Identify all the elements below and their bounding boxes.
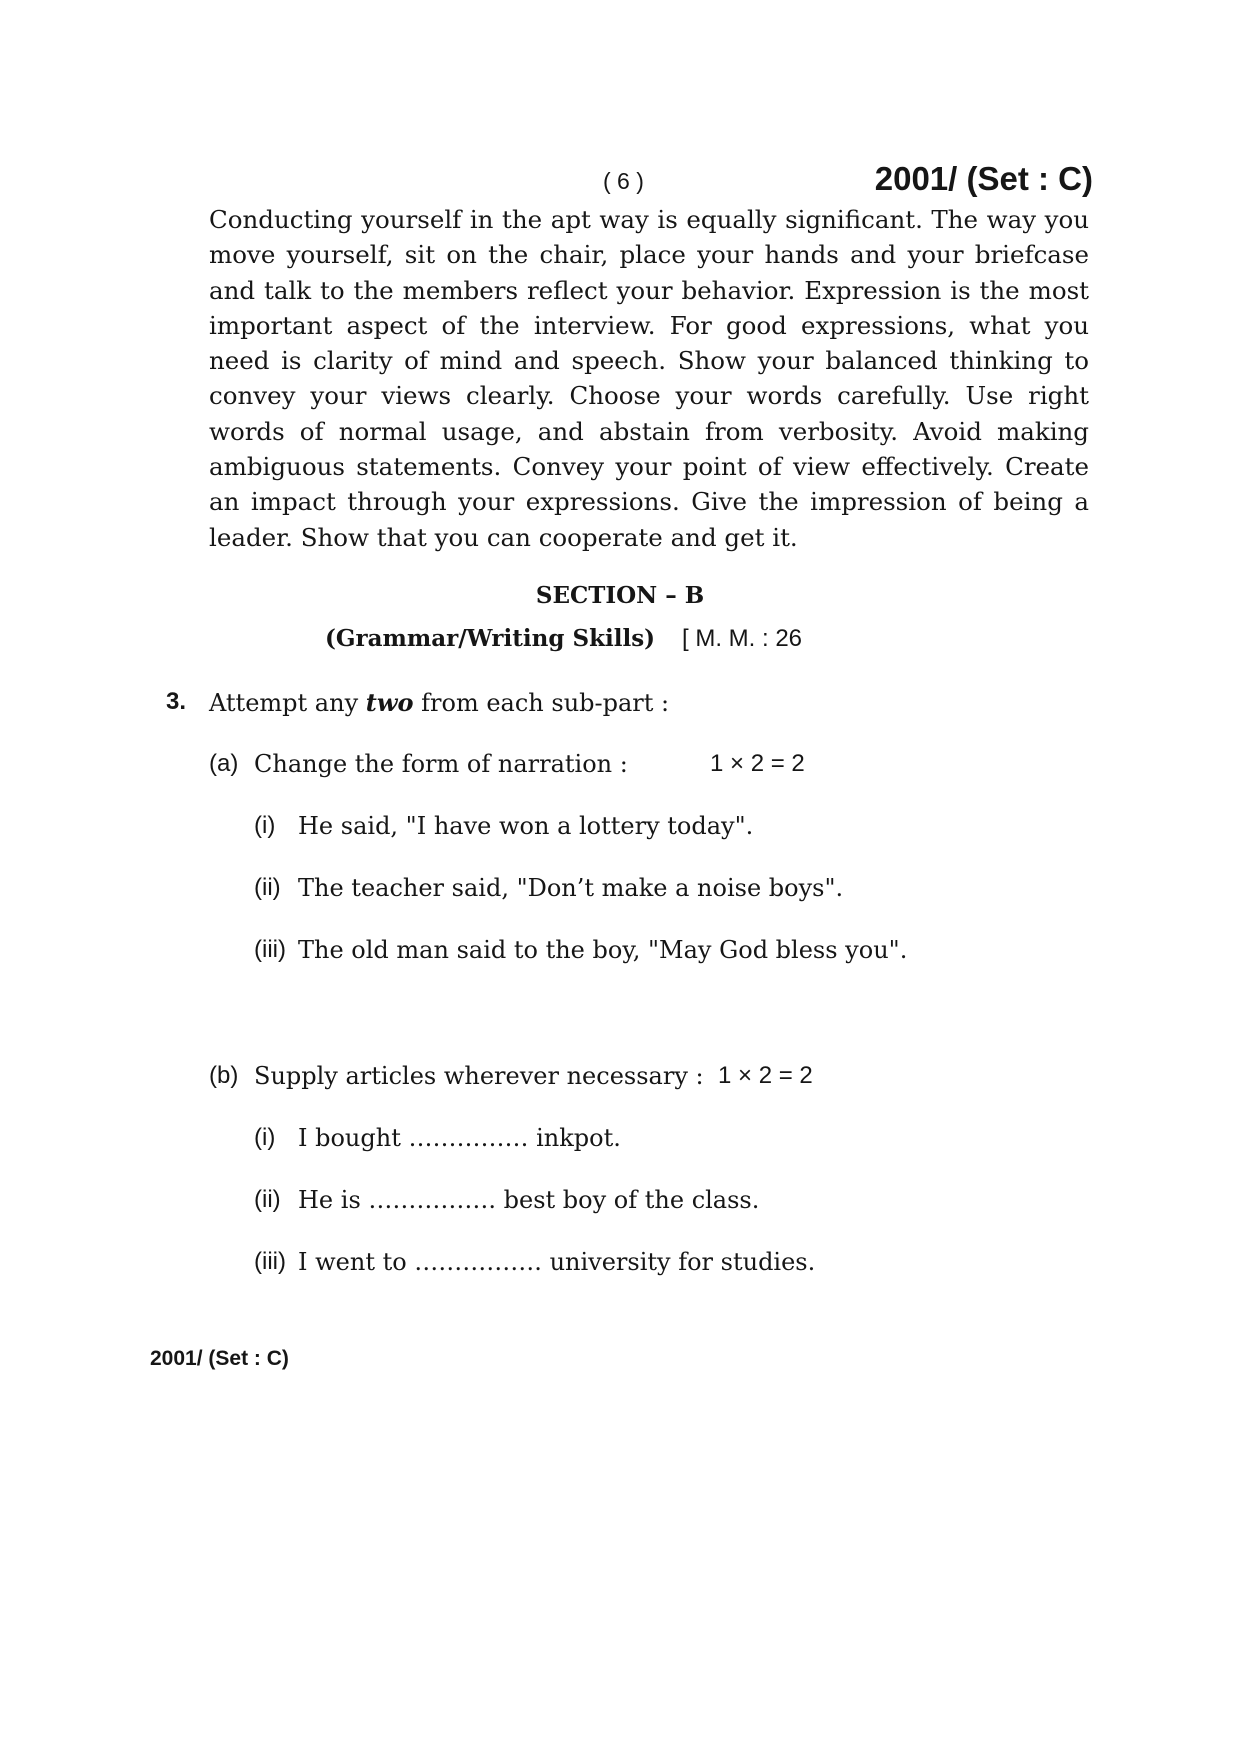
instruction-text-end: from each sub-part :: [413, 689, 670, 717]
part-b-item-3-text: I went to ……………. university for studies.: [298, 1248, 816, 1276]
part-a-item-1-label: (i): [254, 812, 276, 839]
part-b-item-2-label: (ii): [254, 1186, 281, 1213]
instruction-text-start: Attempt any: [209, 689, 366, 717]
reading-passage: Conducting yourself in the apt way is equally significant. The way you move yourself, sit on the chair, place your hands and your briefcase and talk to the members reflect your behavior. Expression is the most important aspect of the interview. For good expressions, what you need is clarity of mind and speech. Show your balanced thinking to convey your views clearly. Choose your words carefully. Use right words of normal usage, and abstain from verbosity. Avoid making ambiguous statements. Convey your point of view effectively. Create an impact through your expressions. Give the impression of being a leader. Show that you can cooperate and get it.: [209, 205, 1089, 552]
part-a-label: (a): [209, 750, 239, 777]
part-a-item-1-text: He said, "I have won a lottery today".: [298, 812, 754, 840]
maximum-marks: [ M. M. : 26: [682, 625, 803, 652]
part-b-item-2-text: He is ……………. best boy of the class.: [298, 1186, 760, 1214]
paper-code-header: 2001/ (Set : C): [874, 160, 1093, 197]
part-b-item-3-label: (iii): [254, 1248, 286, 1275]
part-a-item-2-text: The teacher said, "Don’t make a noise boys".: [298, 874, 844, 902]
section-heading: SECTION – B: [535, 582, 705, 609]
question-number: 3.: [166, 688, 187, 715]
question-instruction: [209, 688, 669, 717]
part-a-text: Change the form of narration :: [254, 750, 628, 778]
part-a-item-3-label: (iii): [254, 936, 286, 963]
part-a-marks: 1 × 2 = 2: [710, 750, 805, 777]
paper-code-footer: 2001/ (Set : C): [150, 1347, 289, 1370]
part-a-item-3-text: The old man said to the boy, "May God bless you".: [298, 936, 908, 964]
part-b-item-1-label: (i): [254, 1124, 276, 1151]
instruction-emphasis: two: [365, 688, 414, 717]
part-b-item-1-text: I bought …………… inkpot.: [298, 1124, 621, 1152]
part-a-item-2-label: (ii): [254, 874, 281, 901]
part-b-marks: 1 × 2 = 2: [718, 1062, 813, 1089]
page-number: ( 6 ): [603, 168, 644, 194]
section-subheading: (Grammar/Writing Skills): [325, 625, 656, 652]
part-b-label: (b): [209, 1062, 239, 1089]
part-b-text: Supply articles wherever necessary :: [254, 1062, 704, 1090]
